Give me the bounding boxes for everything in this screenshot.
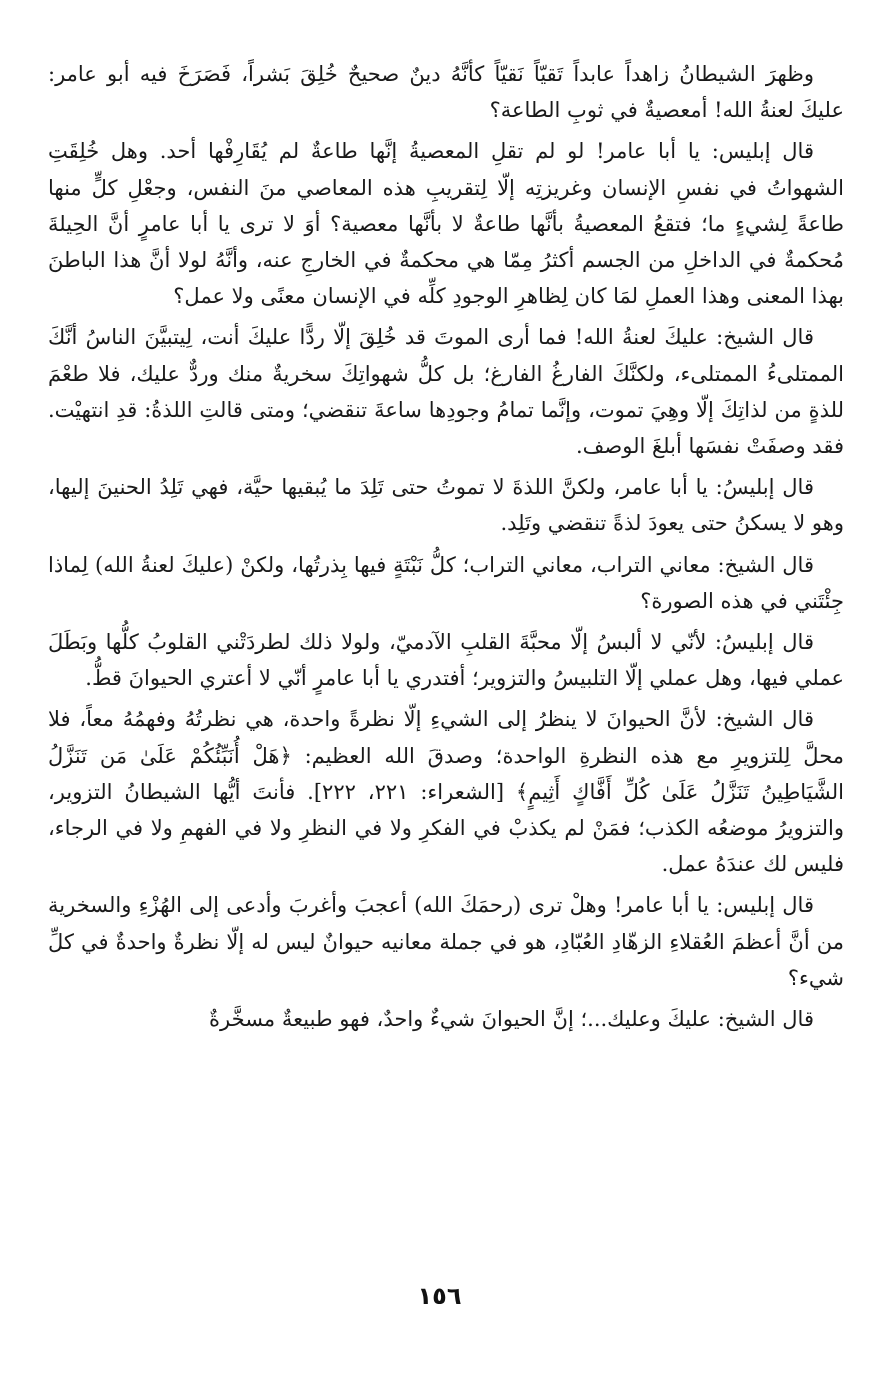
paragraph-5: قال الشيخ: معاني التراب، معاني التراب؛ كلُّ نَبْتَةٍ فيها بِذرتُها، ولكنْ (عليكَ لعنةُ الله) لِماذا جِئْتَني في هذه الصورة؟ xyxy=(48,552,844,613)
paragraph-3: قال الشيخ: عليكَ لعنةُ الله! فما أرى الموتَ قد خُلِقَ إلّا ردًّا عليكَ أنت، لِيتبيَّنَ الناسُ أنَّكَ الممتلىءُ الممتلىء، ولكنَّكَ الفارغُ الفارغ؛ بل كلُّ شهواتِكَ سخريةٌ منك وردٌّ عليك، فلا طعْمَ للذةٍ من لذاتِكَ إلّا وهِيَ تموت، وإنَّما تمامُ وجودِها ساعةَ تنقضي؛ ومتى قالتِ اللذةُ: قدِ انتهيْت. فقد وصفَتْ نفسَها أبلغَ الوصف. xyxy=(48,325,844,459)
page-body xyxy=(48,56,844,1042)
paragraph-6: قال إبليسُ: لأنّي لا ألبسُ إلّا محبَّةَ القلبِ الآدميّ، ولولا ذلك لطردَتْني القلوبُ كلُّها وبَطَلَ عملي فيها، وهل عملي إلّا التلبيسُ والتزوير؛ أفتدري يا أبا عامرٍ أنّي لا أعتري الحيوانَ قطُّ. xyxy=(48,630,844,691)
paragraph-1: وظهرَ الشيطانُ زاهداً عابداً تَقيّاً نَقيّاً كأنَّهُ دينٌ صحيحٌ خُلِقَ بَشراً، فَصَرَخَ فيه أبو عامر: عليكَ لعنةُ الله! أمعصيةٌ في ثوبِ الطاعة؟ xyxy=(48,62,844,123)
paragraph-8: قال إبليس: يا أبا عامر! وهلْ ترى (رحمَكَ الله) أعجبَ وأغربَ وأدعى إلى الهُزْءِ والسخرية من أنَّ أعظمَ العُقلاءِ الزهّادِ العُبّادِ، هو في جملة معانيه حيوانٌ ليس له إلّا نظرةٌ واحدةٌ في كلِّ شيء؟ xyxy=(48,893,844,990)
paragraph-2: قال إبليس: يا أبا عامر! لو لم تقلِ المعصيةُ إنَّها طاعةٌ لم يُقَارِفْها أحد. وهل خُلِقَتِ الشهواتُ في نفسِ الإنسان وغريزتِه إلّا لِتقريبِ هذه المعاصي منَ النفس، وجعْلِ كلٍّ منها طاعةً لِشيءٍ ما؛ فتقعُ المعصيةُ بأنَّها طاعةٌ لا بأنَّها معصية؟ أوَ لا ترى يا أبا عامرٍ أنَّ الحِيلةَ مُحكمةٌ في الداخلِ من الجسم أكثرُ مِمّا هي محكمةٌ في الخارجِ عنه، وأنَّهُ لولا أنَّ هذا الباطنَ بهذا المعنى وهذا العملِ لمَا كان لِظاهرِ الوجودِ كلِّه في الإنسان معنًى ولا عمل؟ xyxy=(48,139,844,309)
page-number: ١٥٦ xyxy=(417,1282,462,1310)
paragraph-4: قال إبليسُ: يا أبا عامر، ولكنَّ اللذةَ لا تموتُ حتى تَلِدَ ما يُبقيها حيَّة، فهي تَلِدُ الحنينَ إليها، وهو لا يسكنُ حتى يعودَ لذةً تنقضي وتَلِد. xyxy=(48,475,844,536)
paragraph-7: قال الشيخ: لأنَّ الحيوانَ لا ينظرُ إلى الشيءِ إلّا نظرةً واحدة، هي نظرتُهُ وفهمُهُ معاً، فلا محلَّ لِلتزويرِ مع هذه النظرةِ الواحدة؛ وصدقَ الله العظيم: ﴿هَلْ أُنَبِّئُكُمْ عَلَىٰ مَن تَنَزَّلُ الشَّيَاطِينُ تَنَزَّلُ عَلَىٰ كُلِّ أَفَّاكٍ أَثِيمٍ﴾ [الشعراء: ٢٢١، ٢٢٢]. فأنتَ أيُّها الشيطانُ التزوير، والتزويرُ موضعُه الكذب؛ فمَنْ لم يكذبْ في الفكرِ ولا في النظرِ ولا في الفهمِ ولا في الرجاء، فليس لك عندَهُ عمل. xyxy=(48,707,845,877)
paragraph-9: قال الشيخ: عليكَ وعليك...؛ إنَّ الحيوانَ شيءٌ واحدٌ، فهو طبيعةٌ مسخَّرةٌ xyxy=(209,1007,814,1032)
